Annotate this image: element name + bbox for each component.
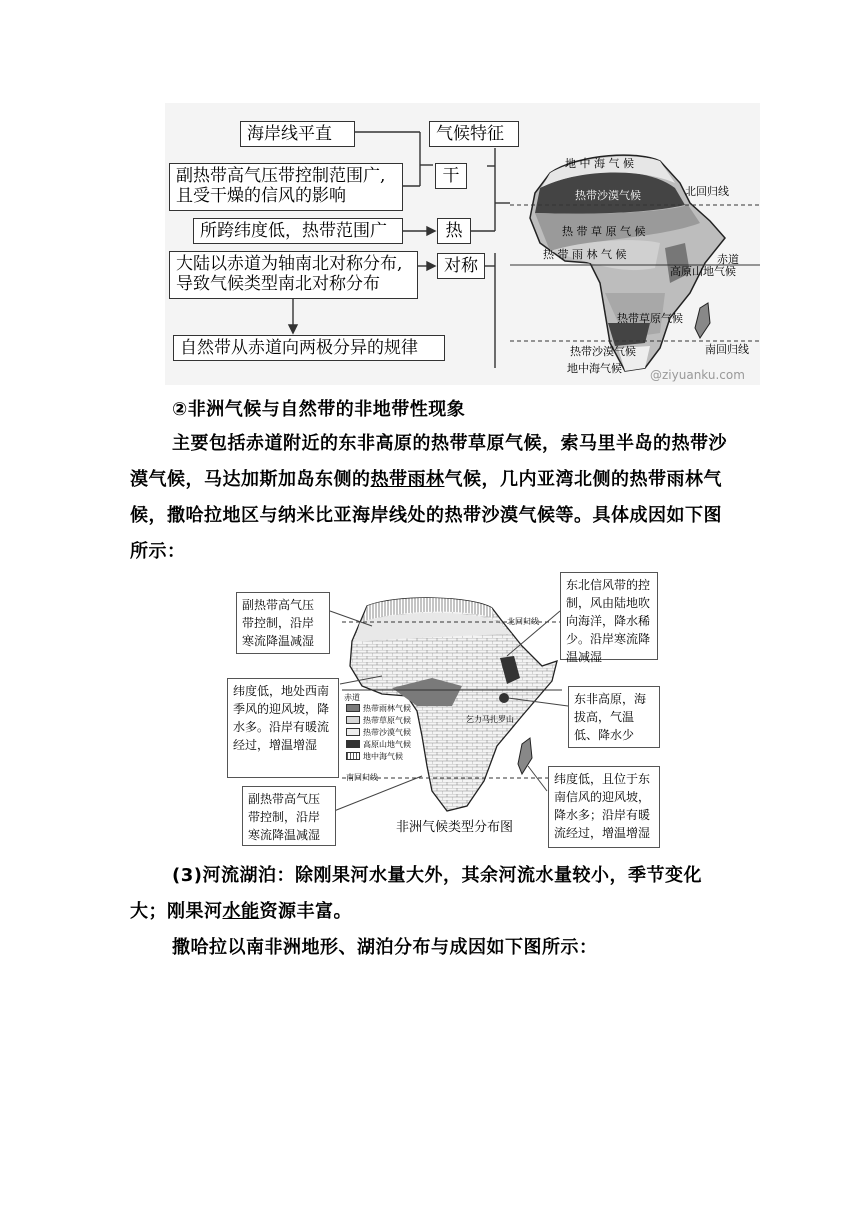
symmetric-box <box>169 251 418 299</box>
legend-swatch <box>346 704 360 712</box>
callout-nw: 副热带高气压带控制，沿岸寒流降温减湿 <box>236 592 330 654</box>
climate-type-map-figure <box>222 566 668 850</box>
kilimanjaro-mark <box>499 693 509 703</box>
subtropical-line1: 副热带高气压带控制范围广, <box>176 166 386 186</box>
map2-tropic-north: 北回归线 <box>507 617 539 626</box>
paragraph-3: 撒哈拉以南非洲地形、湖泊分布与成因如下图所示： <box>172 937 598 958</box>
legend-item <box>346 714 422 726</box>
subtropical-box <box>169 163 403 211</box>
paragraph-2 <box>130 858 730 930</box>
map2-caption: 非洲气候类型分布图 <box>396 820 514 835</box>
callout-ne: 东北信风带的控制，风由陆地吹向海洋，降水稀少。沿岸寒流降温减湿 <box>560 572 658 660</box>
callout-sw: 副热带高气压带控制，沿岸寒流降温减湿 <box>242 786 336 846</box>
callout-se: 纬度低，且位于东南信风的迎风坡，降水多；沿岸有暖流经过，增温增湿 <box>548 766 660 848</box>
map2-equator: 赤道 <box>344 693 360 702</box>
map2-kilimanjaro: 乞力马扎罗山 <box>466 715 514 724</box>
legend-label: 热带沙漠气候 <box>363 727 411 737</box>
legend-swatch <box>346 716 360 724</box>
map1-watermark: @ziyuanku.com <box>650 368 745 382</box>
para1-part2: 气候，几内亚湾北侧的热带雨林气候，撒哈拉地区与纳米比亚海岸线处的热带沙漠气候等。具体成因如下图所示： <box>130 469 722 562</box>
legend-item <box>346 726 422 738</box>
legend-swatch <box>346 740 360 748</box>
madagascar <box>695 303 710 338</box>
climate-flow-figure <box>165 103 760 385</box>
callout-e: 东非高原，海拔高，气温低、降水少 <box>568 686 660 748</box>
map1-equator: 赤道 <box>717 253 739 266</box>
hot-box: 热 <box>437 218 471 244</box>
symmetry-box: 对称 <box>437 253 485 279</box>
map1-desert-south: 热带沙漠气候 <box>570 345 636 358</box>
paragraph-1 <box>130 426 730 570</box>
map2-tropic-south: 南回归线 <box>346 773 378 782</box>
map1-savanna-south: 热带草原气候 <box>617 312 683 325</box>
section-title: ②非洲气候与自然带的非地带性现象 <box>172 399 466 420</box>
map1-tropic-south: 南回归线 <box>705 343 749 356</box>
para1-underlined: 热带雨林 <box>370 469 445 490</box>
map1-savanna-north: 热 带 草 原 气 候 <box>562 225 646 238</box>
legend-label: 热带雨林气候 <box>363 703 411 713</box>
legend-item <box>346 750 422 762</box>
para2-underlined: 水能 <box>222 901 260 922</box>
legend-label: 高原山地气候 <box>363 739 411 749</box>
legend-label: 地中海气候 <box>363 751 403 761</box>
legend-label: 热带草原气候 <box>363 715 411 725</box>
natural-zone-box: 自然带从赤道向两极分异的规律 <box>173 335 445 361</box>
callout-w: 纬度低，地处西南季风的迎风坡，降水多。沿岸有暖流经过，增温增湿 <box>227 678 339 778</box>
latitude-box: 所跨纬度低，热带范围广 <box>193 218 403 244</box>
legend-swatch <box>346 752 360 760</box>
map1-tropic-north: 北回归线 <box>685 185 729 198</box>
map1-mediterranean-top: 地 中 海 气 候 <box>565 157 634 170</box>
legend-swatch <box>346 728 360 736</box>
legend-item <box>346 738 422 750</box>
para2-part1: (3)河流湖泊：除刚果河水量大外，其余河流水量较小，季节变化大；刚果河 <box>130 865 702 922</box>
dry-box: 干 <box>435 163 467 189</box>
map1-mediterranean-bottom: 地中海气候 <box>567 362 622 375</box>
climate-feature-box: 气候特征 <box>429 121 519 147</box>
map1-desert-north: 热带沙漠气候 <box>575 189 641 202</box>
symmetric-line2: 导致气候类型南北对称分布 <box>176 274 380 294</box>
map1-highland: 高原山地气候 <box>670 265 736 278</box>
para1-part1: 主要包括赤道附近的东非高原的热带草原气候，索马里半岛的热带沙漠气候，马达加斯加岛东侧的 <box>130 433 727 490</box>
symmetric-line1: 大陆以赤道为轴南北对称分布, <box>176 254 403 274</box>
map2-legend <box>346 702 422 762</box>
subtropical-line2: 且受干燥的信风的影响 <box>176 186 346 206</box>
legend-item <box>346 702 422 714</box>
para2-part2: 资源丰富。 <box>259 901 352 922</box>
coast-box: 海岸线平直 <box>240 121 355 147</box>
map1-rainforest: 热 带 雨 林 气 候 <box>543 248 627 261</box>
